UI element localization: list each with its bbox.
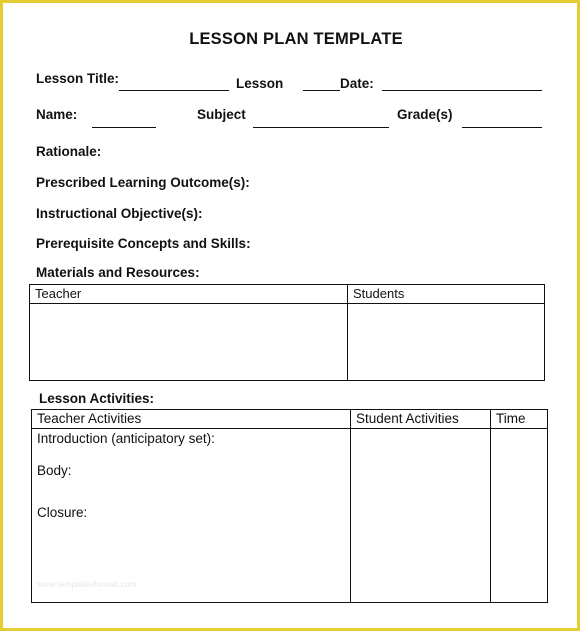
activities-header-teacher: Teacher Activities <box>32 410 351 429</box>
prerequisite-label: Prerequisite Concepts and Skills: <box>36 236 251 251</box>
activities-header-time: Time <box>491 410 548 429</box>
instructional-objectives-label: Instructional Objective(s): <box>36 206 203 221</box>
materials-teacher-cell[interactable] <box>30 304 348 381</box>
lesson-line[interactable] <box>303 90 340 91</box>
lesson-title-label: Lesson Title: <box>36 71 120 86</box>
activities-header-student: Student Activities <box>351 410 491 429</box>
body-label: Body: <box>37 463 72 478</box>
date-line[interactable] <box>382 90 542 91</box>
materials-table <box>29 284 545 381</box>
subject-line[interactable] <box>253 127 389 128</box>
closure-label: Closure: <box>37 505 88 520</box>
watermark-text: www.templatesformat.com <box>37 579 137 589</box>
student-activities-cell[interactable] <box>351 429 491 603</box>
teacher-activities-cell[interactable] <box>32 429 351 603</box>
subject-label: Subject <box>197 107 246 122</box>
activities-table <box>31 409 548 603</box>
materials-label: Materials and Resources: <box>36 265 200 280</box>
grades-label: Grade(s) <box>397 107 453 122</box>
rationale-label: Rationale: <box>36 144 102 159</box>
lesson-label: Lesson <box>236 76 284 91</box>
lesson-activities-label: Lesson Activities: <box>39 391 155 406</box>
name-line[interactable] <box>92 127 156 128</box>
prescribed-outcomes-label: Prescribed Learning Outcome(s): <box>36 175 250 190</box>
materials-header-teacher: Teacher <box>30 285 348 304</box>
materials-header-students: Students <box>348 285 545 304</box>
grades-line[interactable] <box>462 127 542 128</box>
time-cell[interactable] <box>491 429 548 603</box>
lesson-title-line[interactable] <box>119 90 229 91</box>
page-title: LESSON PLAN TEMPLATE <box>189 30 403 48</box>
name-label: Name: <box>36 107 78 122</box>
introduction-label: Introduction (anticipatory set): <box>37 431 215 446</box>
date-label: Date: <box>340 76 374 91</box>
materials-students-cell[interactable] <box>348 304 545 381</box>
